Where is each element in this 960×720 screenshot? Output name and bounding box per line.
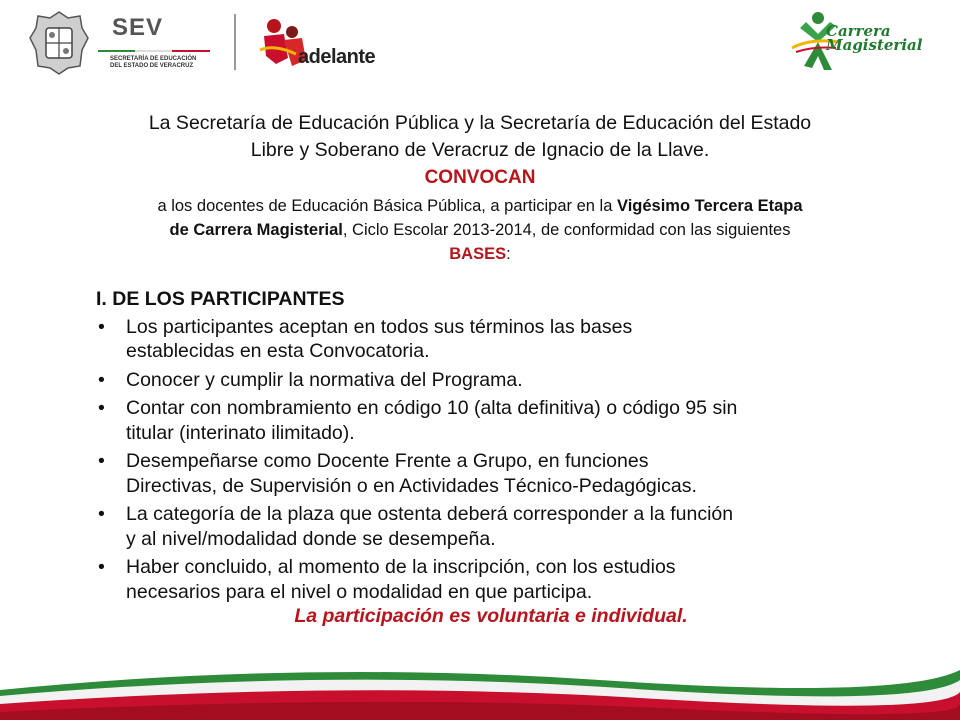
list-item-line: y al nivel/modalidad donde se desempeña. (126, 527, 496, 550)
list-item-line: necesarios para el nivel o modalidad en que participa. (126, 580, 593, 603)
sev-subtitle (110, 56, 196, 70)
list-item (96, 502, 896, 551)
bullet: • (98, 397, 105, 419)
bullet: • (98, 503, 105, 525)
sev-title: SEV (112, 14, 164, 41)
sev-subtitle-line-1: SECRETARÍA DE EDUCACIÓN (110, 56, 197, 62)
list-item (96, 555, 896, 604)
list-item-line: titular (interinato ilimitado). (126, 421, 355, 444)
list-item-line: establecidas en esta Convocatoria. (126, 340, 430, 362)
header-divider (234, 14, 236, 70)
intro-etapa-bold: Vigésimo Tercera Etapa (616, 197, 803, 215)
state-seal-icon (28, 10, 90, 76)
intro-text-d: , Ciclo Escolar 2013-2014, de conformidad con las siguientes (342, 221, 791, 239)
cm-text-line-1: Carrera (826, 22, 891, 40)
list-item-line: La categoría de la plaza que ostenta deberá corresponder a la función (126, 503, 734, 525)
closing-statement: La participación es voluntaria e individual. (294, 605, 688, 627)
bullet: • (98, 450, 105, 472)
intro-heading (50, 110, 910, 164)
cm-text-line-2: Magisterial (826, 36, 923, 54)
list-item-line: Haber concluido, al momento de la inscripción, con los estudios (126, 556, 676, 578)
bases-label: BASES (449, 245, 507, 263)
adelante-logo (256, 14, 386, 74)
intro-text-a: a los docentes de Educación Básica Pública, a participar en la (157, 197, 617, 215)
header (0, 0, 960, 90)
list-item-line: Contar con nombramiento en código 10 (alta definitiva) o código 95 sin (126, 397, 738, 419)
intro-carrera-bold: de Carrera Magisterial (169, 221, 343, 239)
footer-swoosh-decoration (0, 650, 960, 720)
bullet: • (98, 556, 105, 578)
intro-line-1: La Secretaría de Educación Pública y la Secretaría de Educación del Estado (148, 112, 812, 134)
sev-logo (98, 14, 218, 74)
list-item (96, 449, 896, 498)
list-item-line: Los participantes aceptan en todos sus términos las bases (126, 315, 633, 338)
section-title: I. DE LOS PARTICIPANTES (96, 288, 345, 310)
list-item-line: Conocer y cumplir la normativa del Programa. (126, 368, 523, 391)
intro-line-2: Libre y Soberano de Veracruz de Ignacio de la Llave. (250, 139, 710, 161)
list-item (96, 396, 896, 445)
list-item (96, 315, 896, 364)
carrera-magisterial-text (826, 24, 922, 52)
carrera-magisterial-logo (790, 8, 923, 80)
adelante-wordmark: adelante (298, 46, 376, 68)
sev-subtitle-line-2: DEL ESTADO DE VERACRUZ (110, 63, 194, 69)
list-item (96, 368, 896, 393)
bases-colon: : (506, 245, 511, 263)
sev-tricolor-line (98, 50, 210, 52)
convocan-heading: CONVOCAN (424, 167, 536, 188)
list-item-line: Directivas, de Supervisión o en Actividades Técnico-Pedagógicas. (126, 474, 697, 497)
bullet: • (98, 368, 105, 391)
intro-block (0, 110, 960, 266)
participants-section (96, 287, 896, 629)
bullet: • (98, 315, 105, 338)
intro-paragraph (40, 194, 920, 266)
list-item-line: Desempeñarse como Docente Frente a Grupo, en funciones (126, 450, 649, 472)
